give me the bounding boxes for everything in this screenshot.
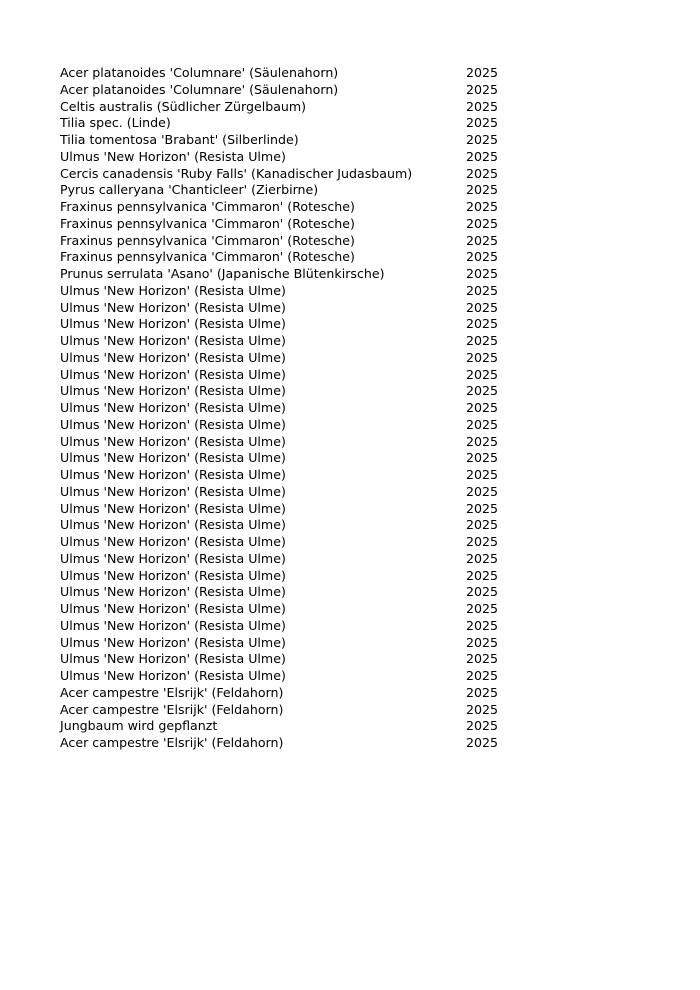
tree-name: Ulmus 'New Horizon' (Resista Ulme) [60,316,286,332]
tree-name: Jungbaum wird gepflanzt [60,718,218,734]
list-item [60,65,520,82]
planting-year: 2025 [466,349,499,365]
planting-year: 2025 [466,483,499,499]
tree-name: Acer campestre 'Elsrijk' (Feldahorn) [60,684,284,700]
tree-name: Pyrus calleryana 'Chanticleer' (Zierbirne) [60,182,319,198]
list-item [60,350,520,367]
list-item [60,166,520,183]
list-item [60,568,520,585]
planting-year: 2025 [466,651,499,667]
list-item [60,115,520,132]
planting-year: 2025 [466,98,499,114]
planting-year: 2025 [466,450,499,466]
planting-year: 2025 [466,81,499,97]
list-item [60,249,520,266]
tree-name: Acer campestre 'Elsrijk' (Feldahorn) [60,701,284,717]
planting-year: 2025 [466,500,499,516]
planting-year: 2025 [466,467,499,482]
tree-name: Ulmus 'New Horizon' (Resista Ulme) [60,483,286,499]
tree-name: Ulmus 'New Horizon' (Resista Ulme) [60,634,286,650]
list-item [60,383,520,400]
planting-year: 2025 [466,617,499,633]
list-item [60,702,520,719]
planting-year: 2025 [466,567,499,583]
list-item [60,434,520,451]
planting-year: 2025 [466,165,499,181]
list-item [60,718,520,735]
tree-name: Ulmus 'New Horizon' (Resista Ulme) [60,467,286,482]
planting-year: 2025 [466,65,499,80]
tree-name: Ulmus 'New Horizon' (Resista Ulme) [60,383,286,399]
list-item [60,517,520,534]
planting-year: 2025 [466,115,499,131]
tree-name: Ulmus 'New Horizon' (Resista Ulme) [60,400,286,415]
planting-year: 2025 [466,668,499,683]
list-item [60,501,520,518]
list-item [60,484,520,501]
tree-name: Ulmus 'New Horizon' (Resista Ulme) [60,601,286,616]
list-item [60,735,520,752]
tree-name: Ulmus 'New Horizon' (Resista Ulme) [60,366,286,382]
planting-year: 2025 [466,182,499,198]
planting-year: 2025 [466,333,499,348]
tree-name: Tilia tomentosa 'Brabant' (Silberlinde) [60,132,299,147]
planting-year: 2025 [466,735,499,750]
tree-name: Ulmus 'New Horizon' (Resista Ulme) [60,651,286,667]
planting-year: 2025 [466,601,499,616]
planting-year: 2025 [466,534,499,549]
list-item [60,333,520,350]
planting-year: 2025 [466,282,499,298]
planting-year: 2025 [466,383,499,399]
tree-name: Fraxinus pennsylvanica 'Cimmaron' (Rotesche) [60,232,355,248]
list-item [60,467,520,484]
tree-name: Ulmus 'New Horizon' (Resista Ulme) [60,148,286,164]
planting-year: 2025 [466,199,499,214]
tree-name: Ulmus 'New Horizon' (Resista Ulme) [60,567,286,583]
list-item [60,300,520,317]
tree-name: Ulmus 'New Horizon' (Resista Ulme) [60,517,286,533]
planting-year: 2025 [466,148,499,164]
list-item [60,400,520,417]
tree-name: Fraxinus pennsylvanica 'Cimmaron' (Rotesche) [60,215,355,231]
tree-name: Prunus serrulata 'Asano' (Japanische Blütenkirsche) [60,266,385,281]
tree-name: Ulmus 'New Horizon' (Resista Ulme) [60,416,286,432]
planting-year: 2025 [466,249,499,265]
tree-name: Acer platanoides 'Columnare' (Säulenahorn) [60,81,339,97]
list-item [60,149,520,166]
list-item [60,450,520,467]
list-item [60,367,520,384]
list-item [60,182,520,199]
planting-year: 2025 [466,366,499,382]
list-item [60,216,520,233]
list-item [60,635,520,652]
list-item [60,417,520,434]
list-item [60,199,520,216]
planting-year: 2025 [466,266,499,281]
list-item [60,685,520,702]
tree-name: Ulmus 'New Horizon' (Resista Ulme) [60,450,286,466]
planting-year: 2025 [466,215,499,231]
list-item [60,618,520,635]
planting-year: 2025 [466,517,499,533]
list-item [60,266,520,283]
planting-year: 2025 [466,634,499,650]
tree-name: Ulmus 'New Horizon' (Resista Ulme) [60,433,286,449]
tree-name: Ulmus 'New Horizon' (Resista Ulme) [60,349,286,365]
list-item [60,233,520,250]
tree-name: Ulmus 'New Horizon' (Resista Ulme) [60,668,286,683]
planting-year: 2025 [466,433,499,449]
planting-year: 2025 [466,701,499,717]
tree-name: Ulmus 'New Horizon' (Resista Ulme) [60,534,286,549]
list-item [60,601,520,618]
planting-year: 2025 [466,550,499,566]
tree-name: Celtis australis (Südlicher Zürgelbaum) [60,98,307,114]
list-item [60,283,520,300]
planting-year: 2025 [466,232,499,248]
planting-year: 2025 [466,684,499,700]
planting-year: 2025 [466,718,499,734]
list-item [60,584,520,601]
planting-year: 2025 [466,584,499,600]
list-item [60,99,520,116]
list-item [60,551,520,568]
tree-name: Ulmus 'New Horizon' (Resista Ulme) [60,617,286,633]
tree-list [60,65,520,752]
tree-name: Ulmus 'New Horizon' (Resista Ulme) [60,282,286,298]
tree-name: Acer campestre 'Elsrijk' (Feldahorn) [60,735,284,750]
tree-name: Ulmus 'New Horizon' (Resista Ulme) [60,299,286,315]
planting-year: 2025 [466,400,499,415]
list-item [60,82,520,99]
tree-name: Fraxinus pennsylvanica 'Cimmaron' (Rotesche) [60,199,355,214]
planting-year: 2025 [466,132,499,147]
planting-year: 2025 [466,299,499,315]
tree-name: Ulmus 'New Horizon' (Resista Ulme) [60,550,286,566]
tree-name: Cercis canadensis 'Ruby Falls' (Kanadischer Judasbaum) [60,165,413,181]
tree-name: Acer platanoides 'Columnare' (Säulenahorn) [60,65,339,80]
list-item [60,316,520,333]
list-item [60,651,520,668]
tree-name: Tilia spec. (Linde) [60,115,171,131]
tree-name: Ulmus 'New Horizon' (Resista Ulme) [60,500,286,516]
list-item [60,132,520,149]
list-item [60,668,520,685]
tree-name: Ulmus 'New Horizon' (Resista Ulme) [60,333,286,348]
tree-name: Ulmus 'New Horizon' (Resista Ulme) [60,584,286,600]
tree-name: Fraxinus pennsylvanica 'Cimmaron' (Rotesche) [60,249,355,265]
planting-year: 2025 [466,416,499,432]
planting-year: 2025 [466,316,499,332]
list-item [60,534,520,551]
